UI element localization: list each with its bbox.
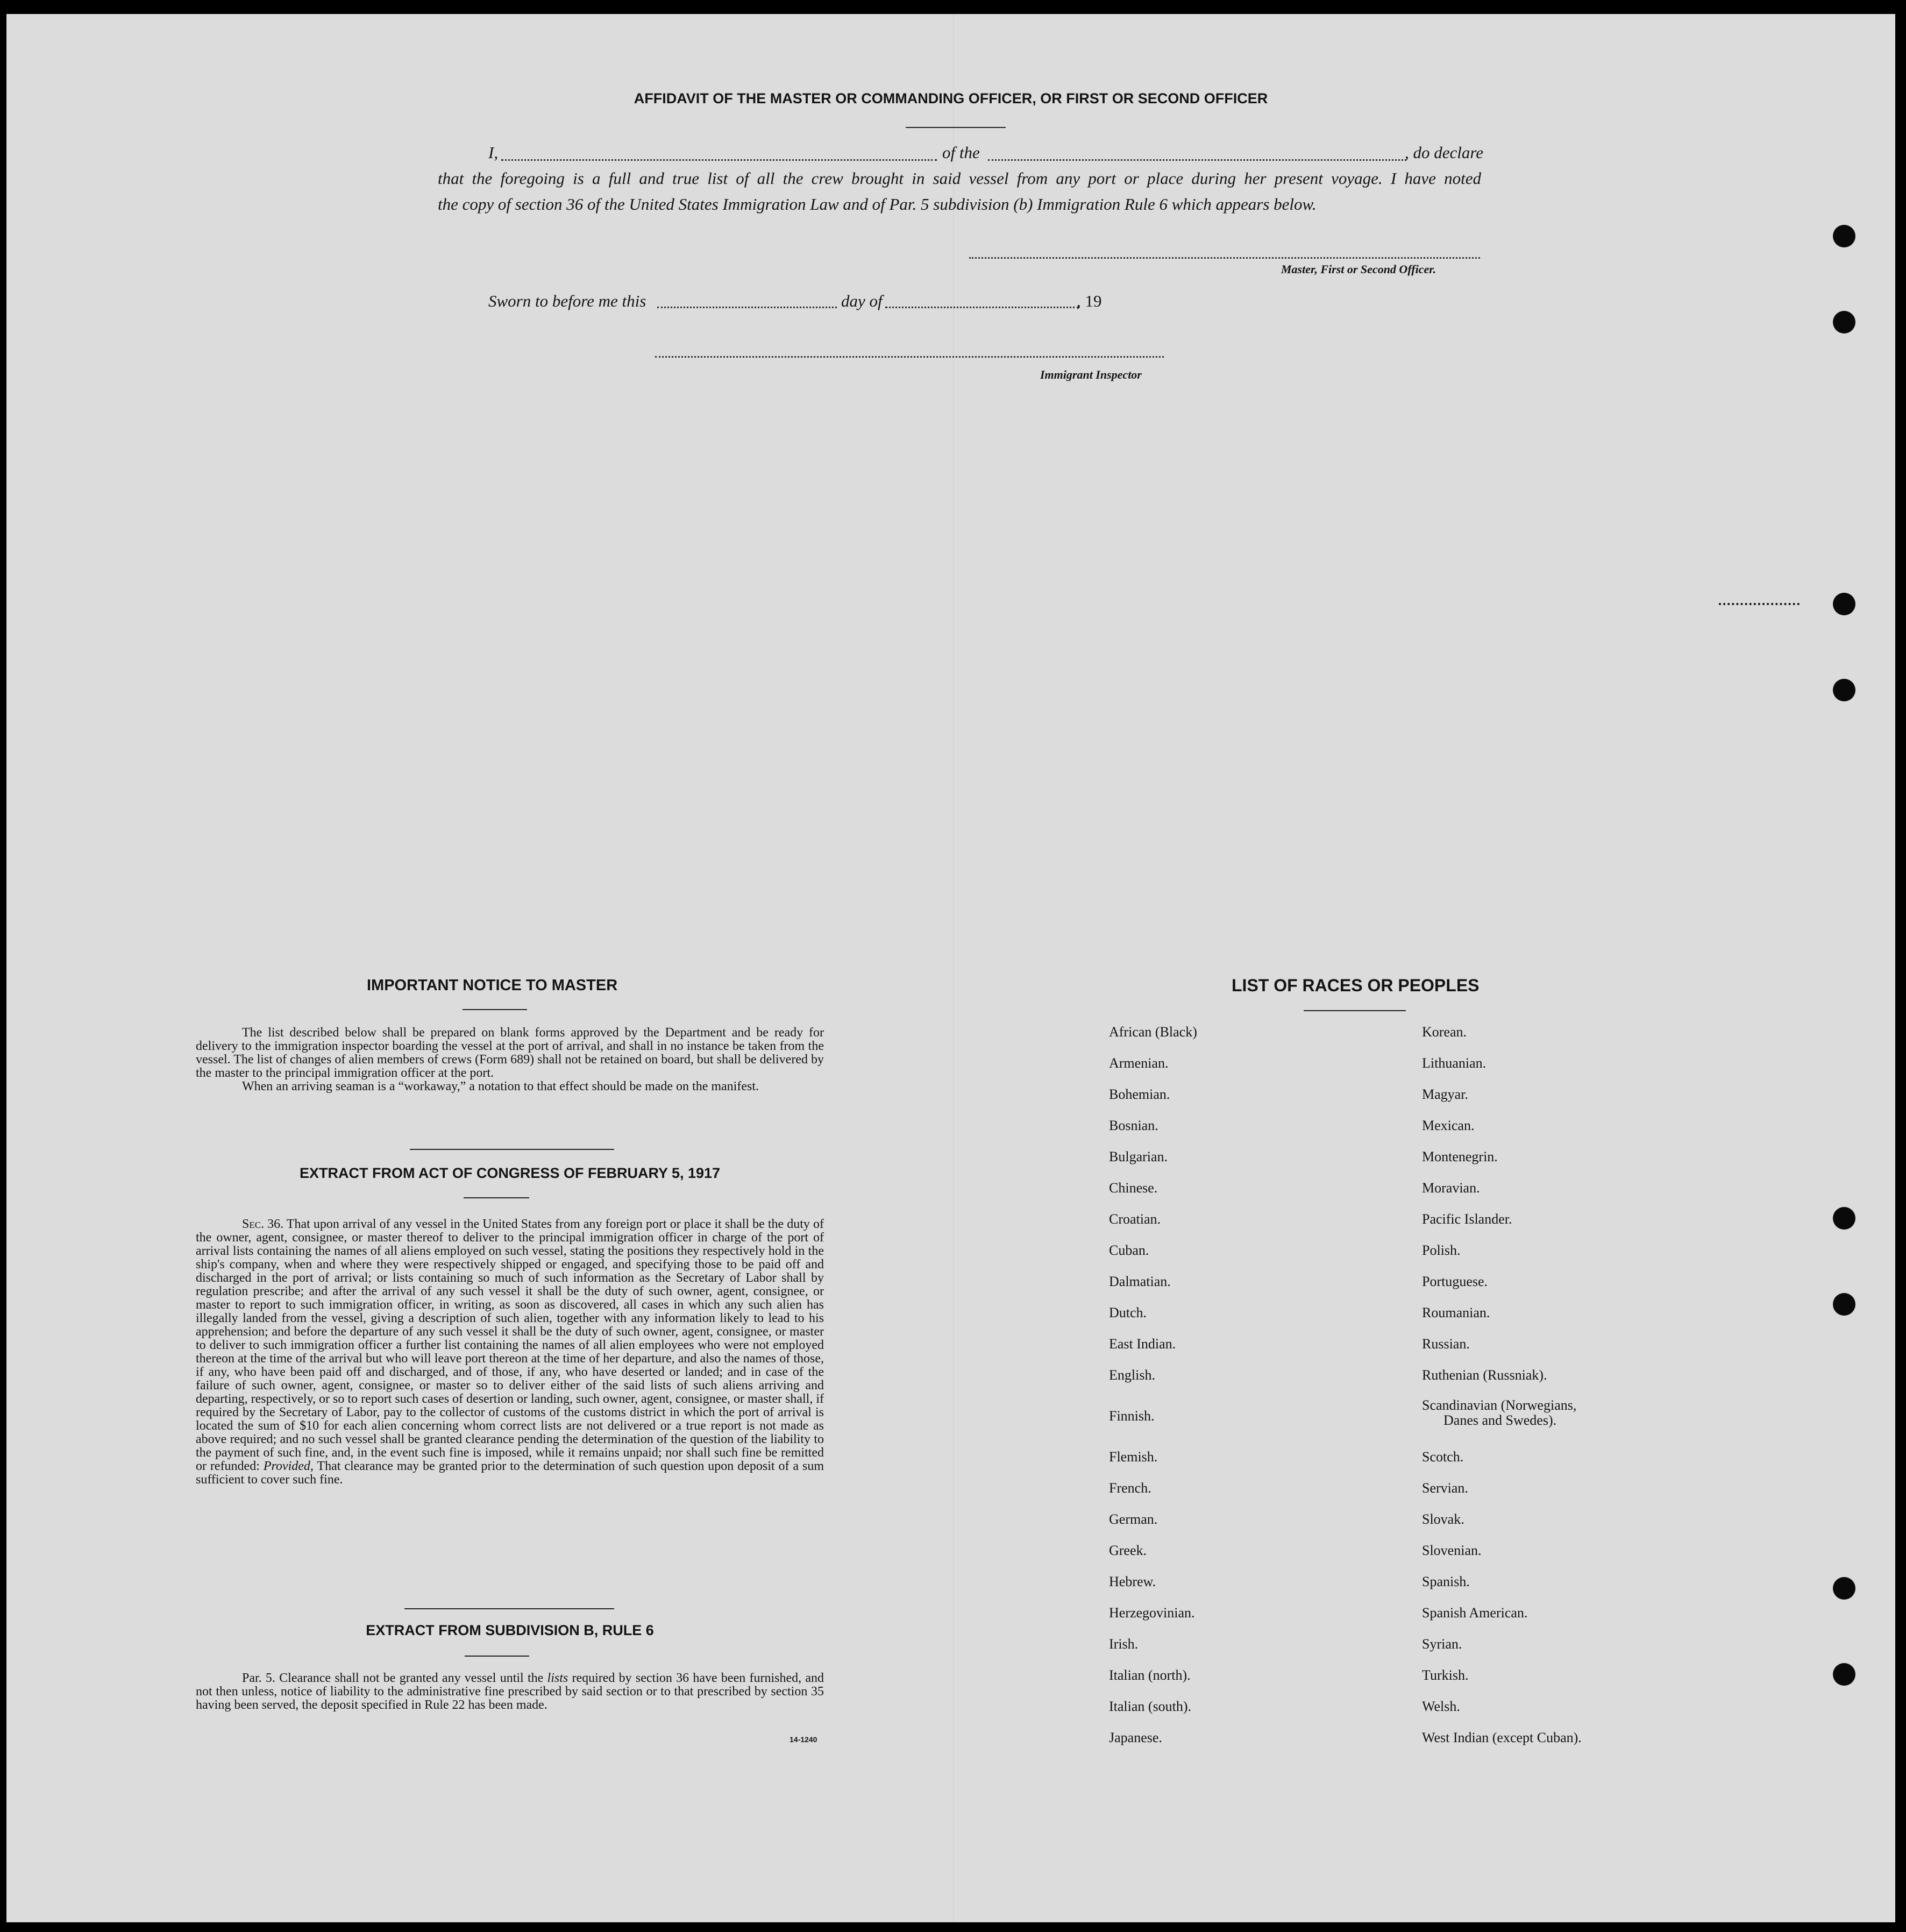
race-item: Ruthenian (Russniak). [1422, 1367, 1547, 1383]
race-item: Italian (south). [1109, 1699, 1192, 1714]
race-item: West Indian (except Cuban). [1422, 1730, 1582, 1745]
race-item: Slovak. [1422, 1511, 1464, 1527]
notice-body [196, 1026, 824, 1093]
affidavit-declare-label: , do declare [1405, 143, 1484, 162]
punch-hole [1833, 679, 1855, 701]
race-item: Magyar. [1422, 1086, 1468, 1102]
race-item: Slovenian. [1422, 1543, 1482, 1558]
master-signature-label: Master, First or Second Officer. [1281, 262, 1436, 276]
race-item: Bohemian. [1109, 1086, 1170, 1102]
ink-mark [1719, 603, 1800, 610]
punch-hole [1833, 1207, 1855, 1230]
officer-name-field[interactable] [501, 159, 937, 161]
punch-hole [1833, 225, 1855, 247]
race-item: Lithuanian. [1422, 1055, 1487, 1071]
race-item: Greek. [1109, 1543, 1147, 1558]
race-item: Irish. [1109, 1636, 1139, 1652]
race-item: East Indian. [1109, 1336, 1176, 1352]
section-36-text-end: That clearance may be granted prior to the determination of such question upon deposit of a sum sufficient to cover such fine. [196, 1459, 824, 1487]
race-item: Scotch. [1422, 1449, 1464, 1465]
race-item: Spanish. [1422, 1574, 1470, 1589]
race-item: Croatian. [1109, 1211, 1161, 1227]
section-36-text: That upon arrival of any vessel in the United States from any foreign port or place it shall be the duty of the owner, agent, consignee, or master thereof to deliver to the principal immigration officer in charge of the port of arrival lists containing the names of all aliens employed on such vessel, stating the positions they respectively hold in the ship's company, when and where they were respectively shipped or engaged, and specifying those to be paid off and discharged in the port of arrival; or lists containing so much of such information as the Secretary of Labor shall by regulation prescribe; and after the arrival of any such vessel it shall be the duty of such owner, agent, consignee, or master to report to such immigration officer, in writing, as soon as discovered, all cases in which any such alien has illegally landed from the vessel, giving a description of such alien, together with any information likely to lead to his apprehension; and before the departure of any such vessel it shall be the duty of such owner, agent, consignee, or master to deliver to such immigration officer a further list containing the names of all alien employees who were not employed thereon at the time of the arrival but who will leave port thereon at the time of her departure, and also the names of those, if any, who have been paid off and discharged, and of those, if any, who have deserted or landed; and in case of the failure of such owner, agent, consignee, or master so to deliver either of the said lists of such aliens arriving and departing, respectively, or so to report such cases of desertion or landing, such owner, agent, consignee, or master shall, if required by the Secretary of Labor, pay to the collector of customs of the customs district in which the port of arrival is located the sum of $10 for each alien concerning whom correct lists are not delivered or a true report is not made as above required; and no such vessel shall be granted clearance pending the determination of the question of the liability to the payment of such fine, and, in the event such fine is imposed, while it remains unpaid; nor shall such fine be remitted or refunded: [196, 1217, 824, 1473]
race-item: Hebrew. [1109, 1574, 1156, 1589]
race-item: Flemish. [1109, 1449, 1158, 1465]
sworn-year-label: , 19 [1077, 292, 1102, 310]
section-label: Sec. 36. [242, 1217, 284, 1231]
race-item: Italian (north). [1109, 1667, 1191, 1683]
extract-rule-title: EXTRACT FROM SUBDIVISION B, RULE 6 [366, 1622, 654, 1638]
race-item: Dalmatian. [1109, 1274, 1171, 1289]
race-item: Roumanian. [1422, 1305, 1490, 1320]
race-item: Turkish. [1422, 1667, 1469, 1683]
race-item: English. [1109, 1367, 1155, 1383]
race-item: Chinese. [1109, 1180, 1158, 1196]
section-rule-1 [410, 1149, 614, 1150]
punch-hole [1833, 1663, 1855, 1686]
race-item: Cuban. [1109, 1242, 1149, 1258]
title-underline [906, 127, 1006, 128]
extract-act-rule [464, 1197, 529, 1198]
section-rule-2 [404, 1608, 614, 1609]
races-title: LIST OF RACES OR PEOPLES [1232, 976, 1480, 995]
race-item: Servian. [1422, 1480, 1468, 1496]
race-item: Russian. [1422, 1336, 1470, 1352]
extract-rule-rule [465, 1656, 529, 1657]
affidavit-line-3: the copy of section 36 of the United States Immigration Law and of Par. 5 subdivision (b) Immigration Rule 6 which appears below. [438, 195, 1317, 214]
race-item: German. [1109, 1511, 1158, 1527]
race-item: Syrian. [1422, 1636, 1462, 1652]
race-item: Danes and Swedes). [1443, 1412, 1557, 1428]
races-title-rule [1304, 1010, 1406, 1011]
race-item: Dutch. [1109, 1305, 1147, 1320]
notice-paragraph-2: When an arriving seaman is a “workaway,” a notation to that effect should be made on the manifest. [242, 1079, 759, 1093]
race-item: African (Black) [1109, 1024, 1197, 1040]
extract-act-title: EXTRACT FROM ACT OF CONGRESS OF FEBRUARY 5, 1917 [299, 1165, 721, 1181]
affidavit-of-the-label: of the [942, 143, 980, 162]
page-fold [953, 14, 954, 1922]
race-item: Korean. [1422, 1024, 1467, 1040]
race-item: Mexican. [1422, 1118, 1475, 1133]
extract-rule-body [196, 1672, 824, 1712]
race-item: Bosnian. [1109, 1118, 1158, 1133]
race-item: Finnish. [1109, 1408, 1155, 1424]
punch-hole [1833, 311, 1855, 333]
form-page [6, 14, 1895, 1922]
punch-hole [1833, 593, 1855, 615]
notice-title-rule [463, 1009, 527, 1010]
race-item: Armenian. [1109, 1055, 1169, 1071]
provided-word: Provided, [263, 1459, 314, 1473]
race-item: Montenegrin. [1422, 1149, 1498, 1164]
extract-act-body [196, 1218, 824, 1487]
notice-title: IMPORTANT NOTICE TO MASTER [367, 977, 618, 994]
sworn-day-of-label: day of [841, 292, 883, 310]
race-item: Scandinavian (Norwegians, [1422, 1397, 1577, 1413]
race-item: French. [1109, 1480, 1151, 1496]
inspector-signature-field[interactable] [655, 356, 1164, 358]
rule-lists-word: lists [547, 1671, 568, 1685]
affidavit-line-2: that the foregoing is a full and true list of all the crew brought in said vessel from any port or place during her present voyage. I have noted [438, 169, 1481, 188]
sworn-label: Sworn to before me this [488, 292, 646, 310]
master-signature-field[interactable] [969, 257, 1480, 259]
form-number: 14-1240 [790, 1735, 817, 1744]
race-item: Portuguese. [1422, 1274, 1488, 1289]
rule-text-end: required by section 36 have been furnished, and not then unless, notice of liability to the administrative fine prescribed by said section or to that prescribed by section 35 having been served, the deposit specified in Rule 22 has been made. [196, 1671, 824, 1712]
race-item: Japanese. [1109, 1730, 1162, 1745]
sworn-day-field[interactable] [657, 307, 837, 308]
inspector-label: Immigrant Inspector [1040, 368, 1142, 381]
rule-text-start: Par. 5. Clearance shall not be granted any vessel until the [242, 1671, 544, 1685]
affidavit-i-label: I, [488, 143, 499, 162]
punch-hole [1833, 1577, 1855, 1600]
race-item: Welsh. [1422, 1699, 1460, 1714]
race-item: Pacific Islander. [1422, 1211, 1512, 1227]
sworn-month-field[interactable] [885, 307, 1079, 308]
affidavit-title: AFFIDAVIT OF THE MASTER OR COMMANDING OFFICER, OR FIRST OR SECOND OFFICER [634, 90, 1268, 106]
vessel-name-field[interactable] [988, 159, 1406, 161]
race-item: Herzegovinian. [1109, 1605, 1195, 1621]
race-item: Moravian. [1422, 1180, 1480, 1196]
race-item: Polish. [1422, 1242, 1461, 1258]
punch-hole [1833, 1293, 1855, 1316]
race-item: Bulgarian. [1109, 1149, 1168, 1164]
notice-paragraph-1: The list described below shall be prepared on blank forms approved by the Department and be ready for delivery to the immigration inspector boarding the vessel at the port of arrival, and shall in no instance be taken from the vessel. The list of changes of alien members of crews (Form 689) shall not be retained on board, but shall be delivered by the master to the principal immigration officer at the port. [196, 1026, 824, 1080]
race-item: Spanish American. [1422, 1605, 1528, 1621]
